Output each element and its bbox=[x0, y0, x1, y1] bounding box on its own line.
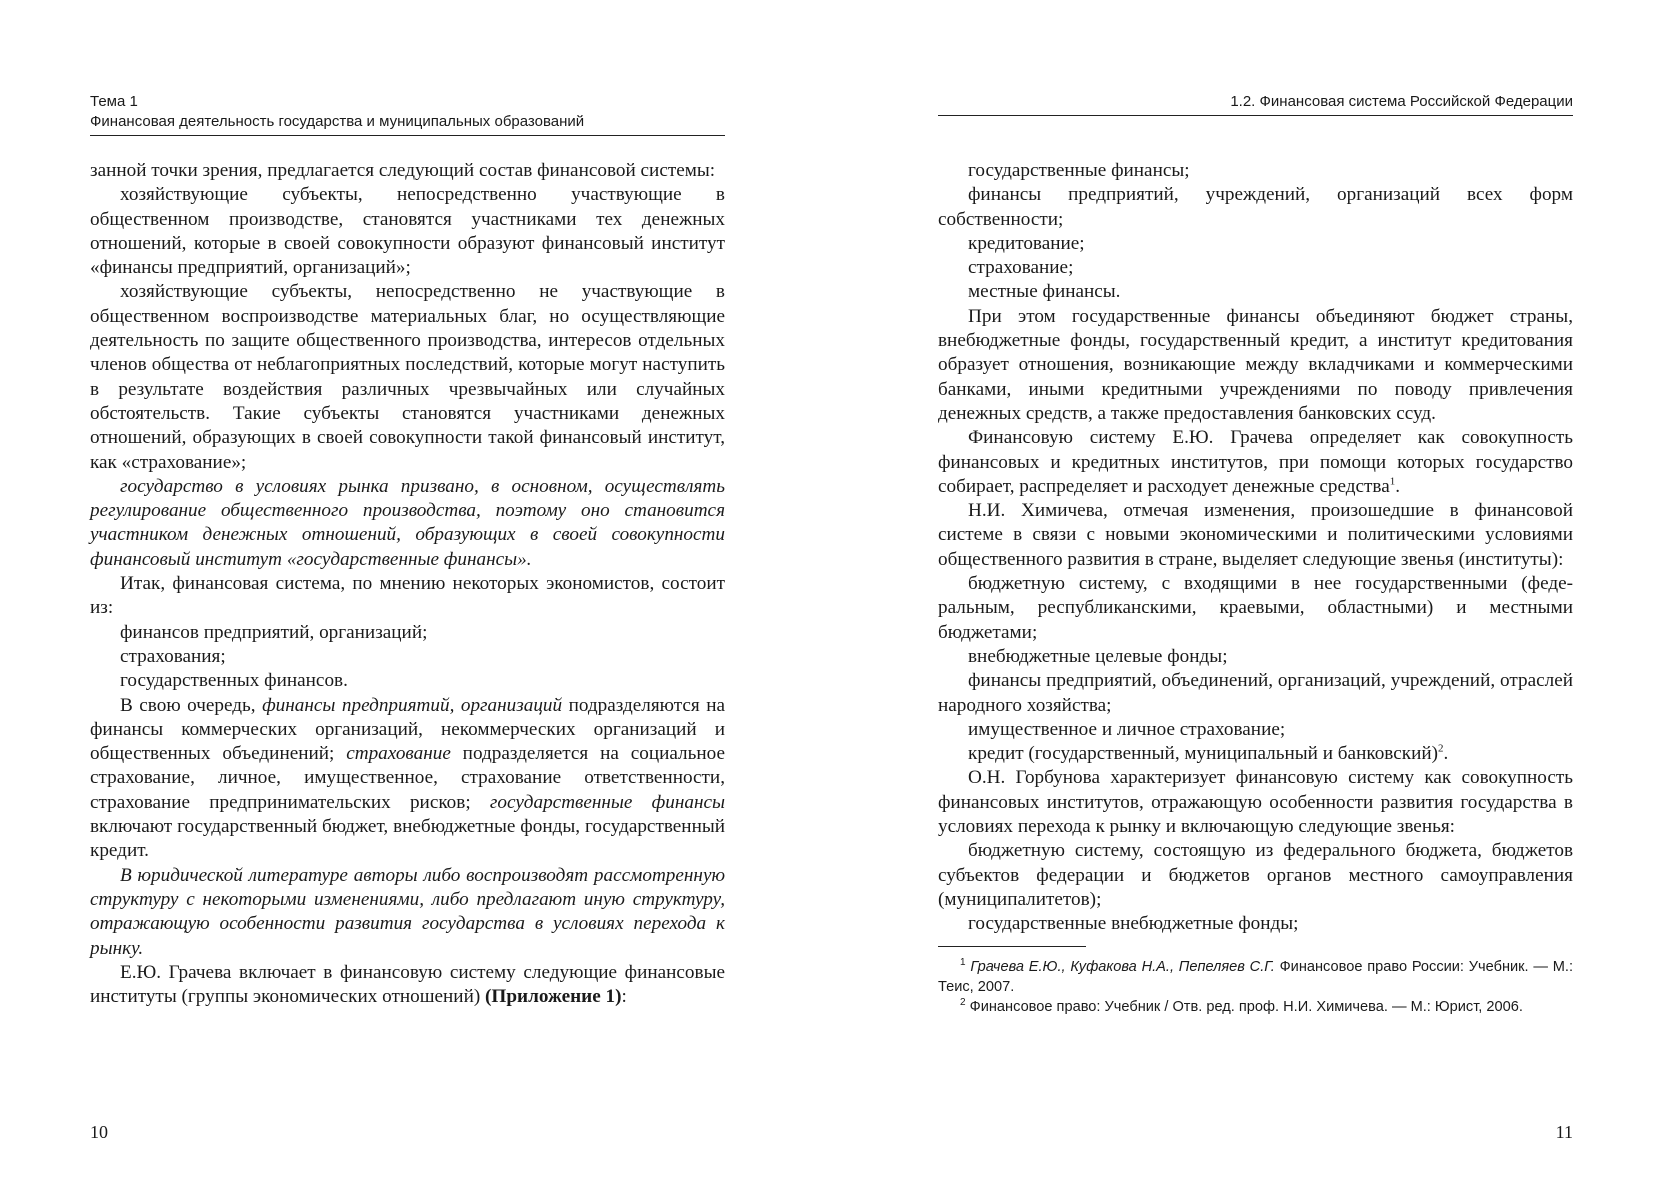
footnote-number: 1 bbox=[960, 957, 966, 969]
left-page bbox=[90, 0, 725, 1199]
footnote-authors: Грачева Е.Ю., Куфакова Н.А., Пепеляев С.Г. bbox=[970, 959, 1275, 975]
bold-text: (Приложение 1) bbox=[485, 986, 622, 1008]
footnote-ref[interactable]: 2 bbox=[1438, 742, 1444, 755]
list-item: кредитование; bbox=[968, 232, 1085, 254]
italic-text: страхование bbox=[346, 743, 451, 765]
list-item: страхования; bbox=[120, 645, 226, 667]
text: . bbox=[1443, 743, 1449, 765]
header-title: Финансовая деятельность государства и муниципальных образований bbox=[90, 113, 585, 130]
list-item: внебюджетные целевые фонды; bbox=[968, 645, 1228, 667]
text: В свою очередь, bbox=[120, 694, 263, 716]
italic-text: В юридической литературе авторы либо воспроизводят рассмотренную структуру с некоторыми изменениями, либо предлагают иную структуру, отражающую особенности развития государства в условиях перехода к рынку. bbox=[90, 864, 725, 959]
page-number: 10 bbox=[90, 1122, 108, 1142]
page-number: 11 bbox=[1555, 1122, 1573, 1142]
list-item: страхование; bbox=[968, 257, 1074, 279]
list-item: местные финансы. bbox=[968, 281, 1121, 303]
list-item: государственных финансов. bbox=[120, 670, 348, 692]
paragraph: При этом государственные финансы объединяют бюджет страны, внебюджетные фонды, государственный кредит, а институт кредитования образует отношения, возникающие между вкладчиками и коммерческими банками, иными кредитными учреждениями по поводу привлечения денежных средств, а также предоставления банковских ссуд. bbox=[938, 305, 1573, 424]
text: кредит (государственный, муниципальный и банковский) bbox=[968, 743, 1438, 765]
list-item: государственные внебюджетные фонды; bbox=[968, 913, 1299, 935]
paragraph-division bbox=[90, 694, 725, 864]
text: . bbox=[1395, 475, 1401, 497]
paragraph: хозяйствующие субъекты, непосредственно участвующие в общественном производстве, становятся участниками тех денежных отношений, которые в своей совокупности образуют финансовый институт «финансы предприятий, организаций»; bbox=[90, 184, 725, 279]
paragraph bbox=[90, 864, 725, 961]
text: Финансовую систему Е.Ю. Грачева определяет как совокупность финансовых и кредитных институтов, при помощи которых государство собирает, распределяет и расходует денежные средства bbox=[938, 427, 1573, 497]
paragraph bbox=[938, 426, 1573, 499]
footnote-text: Финансовое право: Учебник / Отв. ред. проф. Н.И. Химичева. — М.: Юрист, 2006. bbox=[969, 999, 1523, 1015]
paragraph: занной точки зрения, предлагается следующий состав финансовой системы: bbox=[90, 160, 716, 181]
right-running-header bbox=[938, 92, 1573, 116]
list-item: бюджетную систему, с входящими в нее государственными (федеральным, республиканскими, краевыми, областными) и местными бюджетами; bbox=[938, 573, 1573, 643]
right-page-body bbox=[938, 159, 1573, 937]
footnotes bbox=[938, 957, 1573, 1017]
footnote-text: Финансовое право России: Учебник. — М.: Теис, 2007. bbox=[938, 959, 1573, 995]
footnote bbox=[938, 997, 1573, 1017]
list-item: финансов предприятий, организаций; bbox=[120, 621, 428, 643]
footnote-ref[interactable]: 1 bbox=[1389, 475, 1396, 488]
text: подразделяются на финансы коммерческих организаций, некоммерческих организаций и общественных объединений; bbox=[90, 694, 725, 765]
header-title: 1.2. Финансовая система Российской Федерации bbox=[1230, 93, 1573, 110]
list-item: имущественное и личное страхование; bbox=[968, 718, 1286, 740]
italic-text: государство в условиях рынка призвано, в основном, осуществлять регулирование общественного производства, поэтому оно становится участником денежных отношений, образующих в своей совокупности финансовый институт «государственные финансы». bbox=[90, 475, 725, 570]
paragraph bbox=[90, 475, 725, 572]
footnote-number: 2 bbox=[960, 997, 966, 1009]
text: включают государственный бюджет, внебюджетные фонды, государственный кредит. bbox=[90, 816, 725, 862]
paragraph-gracheva bbox=[90, 961, 725, 1010]
left-running-header bbox=[90, 92, 725, 136]
footnote bbox=[938, 957, 1573, 997]
list-item: финансы предприятий, объединений, организаций, учреждений, отраслей народного хозяйства; bbox=[938, 670, 1573, 716]
footnote-rule bbox=[938, 946, 1086, 947]
list-item: финансы предприятий, учреждений, организаций всех форм собственности; bbox=[938, 184, 1573, 230]
list-item: бюджетную систему, состоящую из федерального бюджета, бюджетов субъектов федерации и бюджетов органов местного самоуправления (муниципалитетов); bbox=[938, 840, 1573, 910]
header-topic: Тема 1 bbox=[90, 93, 138, 110]
paragraph: О.Н. Горбунова характеризует финансовую систему как совокупность финансовых институтов, отражающую особенности развития государства в условиях перехода к рынку и включающую следующие звенья: bbox=[938, 767, 1573, 838]
italic-text: финансы предприятий, организаций bbox=[262, 694, 563, 716]
paragraph: Итак, финансовая система, по мнению некоторых экономистов, состоит из: bbox=[90, 573, 725, 619]
italic-text: государственные финансы bbox=[489, 791, 725, 813]
text: подразделяется на социальное страхование, личное, имущественное, страхование ответственности, страхование предпринимательских рисков; bbox=[90, 743, 725, 813]
list-item bbox=[938, 742, 1573, 766]
left-page-body bbox=[90, 159, 725, 1009]
list-item: государственные финансы; bbox=[968, 160, 1190, 181]
text: : bbox=[621, 986, 627, 1008]
text: Е.Ю. Грачева включает в финансовую систему следующие финансовые институты (группы экономических отношений) bbox=[90, 961, 725, 1008]
paragraph: Н.И. Химичева, отмечая изменения, произошедшие в финансовой системе в связи с новыми экономическими и политическими условиями общественного развития в стране, выделяет следующие звенья (институты): bbox=[938, 500, 1573, 570]
paragraph: хозяйствующие субъекты, непосредственно не участвующие в общественном воспроизводстве материальных благ, но осуществляющие деятельность по защите общественного производства, интересов отдельных членов общества от неблагоприятных последствий, которые могут наступить в результате воздействия различных чрезвычайных или случайных обстоятельств. Такие субъекты становятся участниками денежных отношений, образующих в своей совокупности такой финансовый институт, как «страхование»; bbox=[90, 281, 725, 473]
right-page bbox=[938, 0, 1573, 1199]
